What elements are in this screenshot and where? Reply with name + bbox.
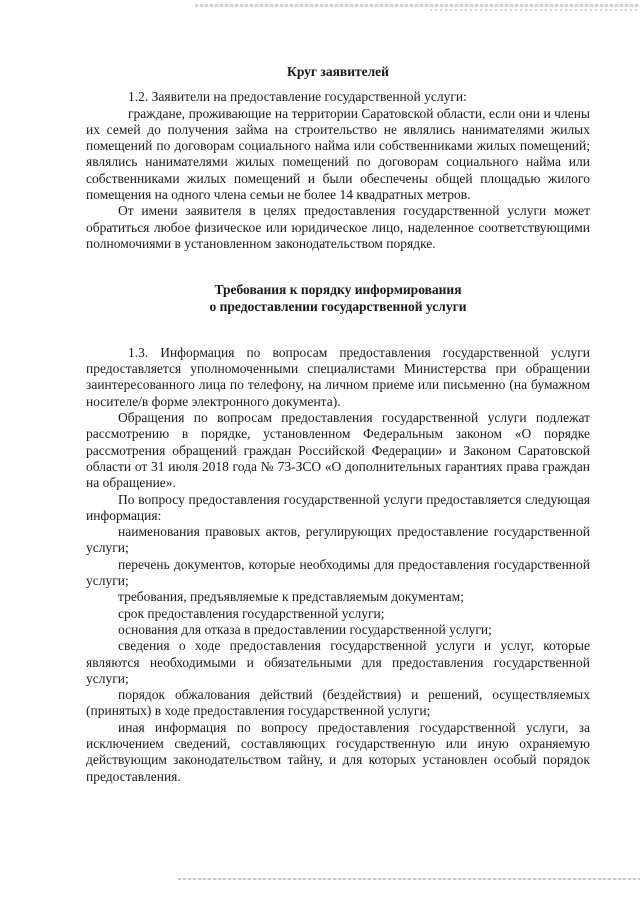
paragraph-applicant-representative: От имени заявителя в целях предоставления государственной услуги может обратиться любое физическое или юридическое лицо, наделенное соответствующими полномочиями в установленном законодательством порядке. — [86, 203, 590, 251]
paragraph-information-intro: По вопросу предоставления государственной услуги предоставляется следующая информация: — [86, 491, 590, 523]
list-item-other-information: иная информация по вопросу предоставления государственной услуги, за исключением сведений, составляющих государственную или иную охраняемую действующим законодательством тайну, и для которых установлен особый порядок предоставления. — [86, 719, 590, 784]
heading-line-2: о предоставлении государственной услуги — [209, 298, 467, 314]
list-item-appeal-procedure: порядок обжалования действий (бездействия) и решений, осуществляемых (принятых) в ходе предоставления государственной услуги; — [86, 687, 590, 719]
paragraph-appeals: Обращения по вопросам предоставления государственной услуги подлежат рассмотрению в порядке, установленном Федеральным законом «О порядке рассмотрения обращений граждан Российской Федерации» и Законом Саратовской области от 31 июля 2018 года № 73-ЗСО «О дополнительных гарантиях права граждан на обращение». — [86, 410, 590, 491]
list-item-documents: перечень документов, которые необходимы для предоставления государственной услуги; — [86, 556, 590, 589]
paragraph-1-2: 1.2. Заявители на предоставление государственной услуги: — [128, 89, 467, 105]
scan-artifact-top — [195, 4, 640, 7]
list-item-deadline: срок предоставления государственной услуги; — [118, 605, 385, 621]
paragraph-applicants-citizens: граждане, проживающие на территории Саратовской области, если они и члены их семей до получения займа на строительство не являлись нанимателями жилых помещений по договорам социального найма или собственниками жилых помещений; являлись нанимателями жилых помещений по договорам социального найма или собственниками жилых помещений и были обеспечены общей площадью жилого помещения на одного члена семьи не более 14 квадратных метров. — [86, 105, 590, 203]
list-item-legal-acts: наименования правовых актов, регулирующих предоставление государственной услуги; — [86, 524, 590, 556]
paragraph-1-3: 1.3. Информация по вопросам предоставления государственной услуги предоставляется уполномоченными специалистами Министерства при обращении заинтересованного лица по телефону, на личном приеме или письменно (на бумажном носителе/в форме электронного документа). — [86, 344, 590, 409]
section-heading-information-requirements — [86, 282, 590, 315]
list-item-progress-info: сведения о ходе предоставления государственной услуги и услуг, которые являются необходимыми и обязательными для предоставления государственной услуги; — [86, 638, 590, 686]
section-heading-applicants: Круг заявителей — [287, 64, 389, 79]
list-item-requirements: требования, предъявляемые к представляемым документам; — [118, 589, 464, 605]
scan-artifact-bottom — [178, 878, 640, 880]
heading-line-1: Требования к порядку информирования — [214, 282, 462, 298]
document-page — [86, 64, 590, 785]
list-item-refusal-grounds: основания для отказа в предоставлении государственной услуги; — [118, 621, 492, 637]
scan-artifact-top-secondary — [430, 9, 640, 11]
